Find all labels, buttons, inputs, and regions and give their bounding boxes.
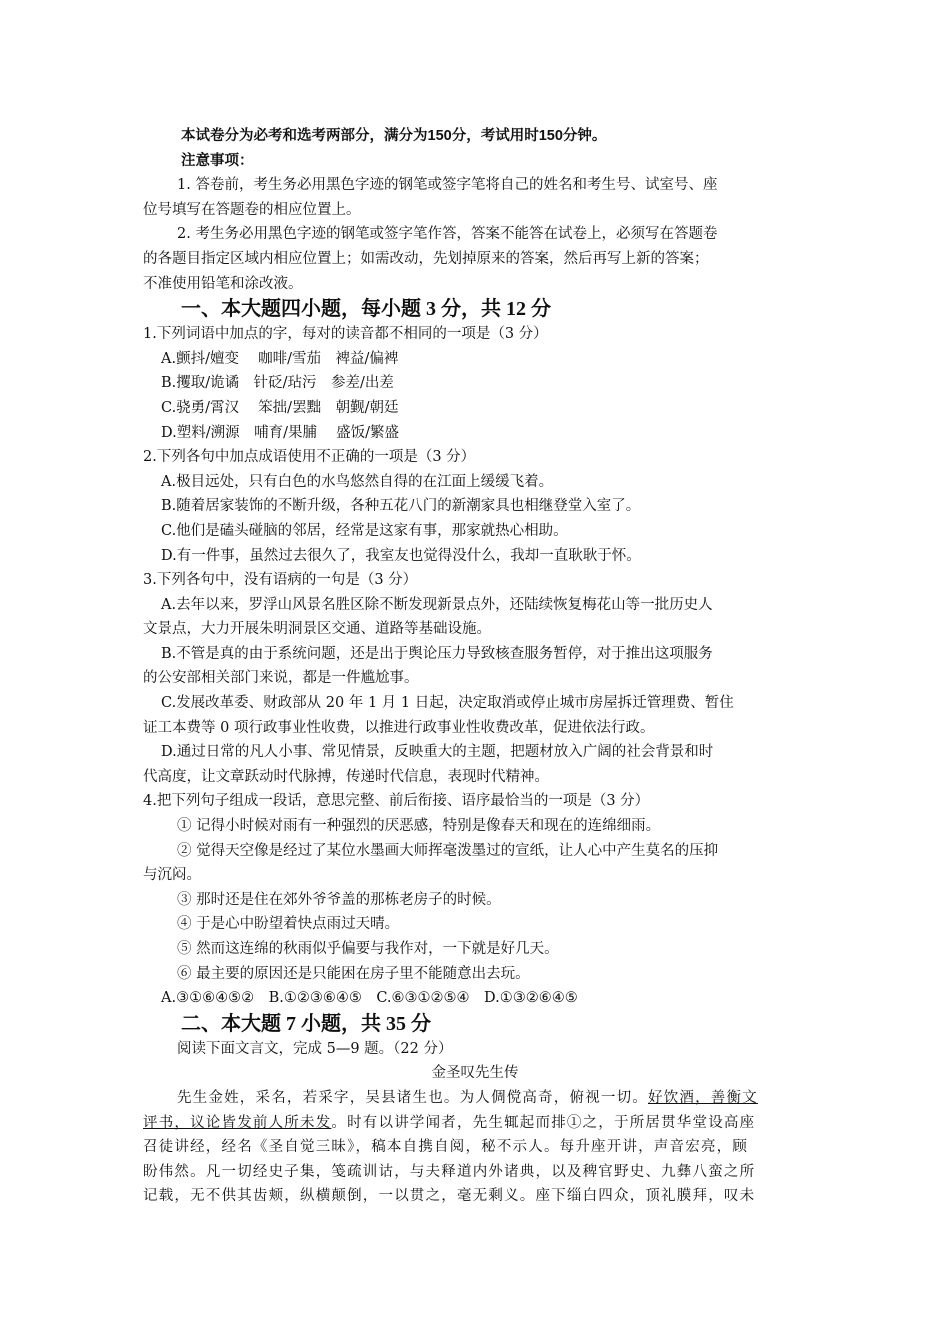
passage-line-1	[143, 1086, 807, 1111]
q4-stem: 4.把下列句子组成一段话，意思完整、前后衔接、语序最恰当的一项是（3 分）	[143, 793, 650, 810]
passage-line-2	[143, 1111, 807, 1136]
q2-option-b: B.随着居家装饰的不断升级，各种五花八门的新潮家具也相继登堂入室了。	[161, 498, 641, 515]
note-2-line-1: 2. 考生务必用黑色字迹的钢笔或签字笔作答，答案不能答在试卷上，必须写在答题卷	[177, 226, 718, 243]
exam-summary: 本试卷分为必考和选考两部分，满分为150分，考试用时150分钟。	[181, 128, 607, 144]
q4-sentence-2-line-1: ② 觉得天空像是经过了某位水墨画大师挥毫泼墨过的宣纸，让人心中产生莫名的压抑	[177, 842, 719, 859]
passage-line-2-text: 。时有以讲学闻者，先生辄起而排①之，于所居贯华堂设高座	[331, 1114, 756, 1131]
note-1-line-1: 1. 答卷前，考生务必用黑色字迹的钢笔或签字笔将自己的姓名和考生号、试室号、座	[177, 177, 718, 194]
q3-option-b-line-2: 的公安部相关部门来说，都是一件尴尬事。	[143, 670, 419, 687]
passage-line-4: 盼伟然。凡一切经史子集，笺疏训诂，与夫释道内外诸典，以及稗官野史、九彝八蛮之所	[143, 1163, 756, 1180]
q3-option-d-line-2: 代高度，让文章跃动时代脉搏，传递时代信息，表现时代精神。	[143, 768, 549, 785]
q4-sentence-4: ④ 于是心中盼望着快点雨过天晴。	[177, 916, 400, 933]
passage-line-3: 召徒讲经，经名《圣自觉三昧》，稿本自携自阅，秘不示人。每升座开讲，声音宏亮，顾	[143, 1139, 749, 1156]
reading-instruction: 阅读下面文言文，完成 5—9 题。（22 分）	[177, 1040, 453, 1057]
q2-stem: 2.下列各句中加点成语使用不正确的一项是（3 分）	[143, 449, 476, 466]
q4-sentence-2-line-2: 与沉闷。	[143, 867, 201, 884]
q3-stem: 3.下列各句中，没有语病的一句是（3 分）	[143, 572, 418, 589]
q1-option-d: D.塑料/溯源 哺育/果脯 盛饭/繁盛	[161, 424, 399, 441]
q4-sentence-5: ⑤ 然而这连绵的秋雨似乎偏要与我作对，一下就是好几天。	[177, 941, 559, 957]
q3-option-c-line-2: 证工本费等 0 项行政事业性收费，以推进行政事业性收费改革，促进依法行政。	[143, 719, 655, 736]
note-2-line-3: 不准使用铅笔和涂改液。	[143, 275, 303, 292]
q1-stem: 1.下列词语中加点的字，每对的读音都不相同的一项是（3 分）	[143, 326, 548, 343]
q3-option-a-line-1: A.去年以来，罗浮山风景名胜区除不断发现新景点外，还陆续恢复梅花山等一批历史人	[161, 596, 713, 613]
q4-sentence-1: ① 记得小时候对雨有一种强烈的厌恶感，特别是像春天和现在的连绵细雨。	[177, 818, 661, 835]
notes-title: 注意事项：	[181, 152, 254, 169]
q3-option-d-line-1: D.通过日常的凡人小事、常见情景，反映重大的主题，把题材放入广阔的社会背景和时	[161, 744, 714, 761]
q1-option-c: C.骁勇/霄汉 笨拙/罢黜 朝觐/朝廷	[161, 399, 399, 416]
q4-options: A.③①⑥④⑤② B.①②③⑥④⑤ C.⑥③①②⑤④ D.①③②⑥④⑤	[161, 990, 578, 1007]
passage-line-5: 记载，无不供其齿颊，纵横颠倒，一以贯之，毫无剩义。座下缁白四众，顶礼膜拜，叹未	[143, 1188, 756, 1205]
q1-option-a: A.颤抖/嬗变 咖啡/雪茄 裨益/偏裨	[161, 350, 399, 367]
q2-option-a: A.极目远处，只有白色的水鸟悠然自得的在江面上缓缓飞着。	[161, 473, 554, 490]
q2-option-c: C.他们是磕头碰脑的邻居，经常是这家有事，那家就热心相助。	[161, 522, 568, 539]
passage-line-1-text: 先生金姓，采名，若采字，吴县诸生也。为人倜傥高奇，俯视一切。	[177, 1089, 648, 1106]
q2-option-d: D.有一件事，虽然过去很久了，我室友也觉得没什么，我却一直耿耿于怀。	[161, 547, 641, 564]
q3-option-b-line-1: B.不管是真的由于系统问题，还是出于舆论压力导致核查服务暂停，对于推出这项服务	[161, 645, 713, 662]
q1-option-b: B.攫取/诡谲 针砭/玷污 参差/出差	[161, 375, 394, 392]
note-2-line-2: 的各题目指定区域内相应位置上；如需改动，先划掉原来的答案，然后再写上新的答案；	[143, 250, 709, 267]
passage-underlined-1: 好饮酒，善衡文	[648, 1089, 758, 1106]
q4-sentence-3: ③ 那时还是住在郊外爷爷盖的那栋老房子的时候。	[177, 891, 501, 908]
section-1-title: 一、本大题四小题，每小题 3 分，共 12 分	[181, 298, 551, 321]
q4-sentence-6: ⑥ 最主要的原因还是只能困在房子里不能随意出去玩。	[177, 965, 530, 982]
q3-option-c-line-1: C.发展改革委、财政部从 20 年 1 月 1 日起，决定取消或停止城市房屋拆迁管理费、暂住	[161, 695, 734, 712]
passage-title: 金圣叹先生传	[431, 1065, 519, 1082]
note-1-line-2: 位号填写在答题卷的相应位置上。	[143, 201, 361, 218]
passage-underlined-2: 评书，议论皆发前人所未发	[143, 1114, 332, 1131]
section-2-title: 二、本大题 7 小题，共 35 分	[181, 1012, 431, 1035]
q3-option-a-line-2: 文景点，大力开展朱明洞景区交通、道路等基础设施。	[143, 621, 491, 638]
